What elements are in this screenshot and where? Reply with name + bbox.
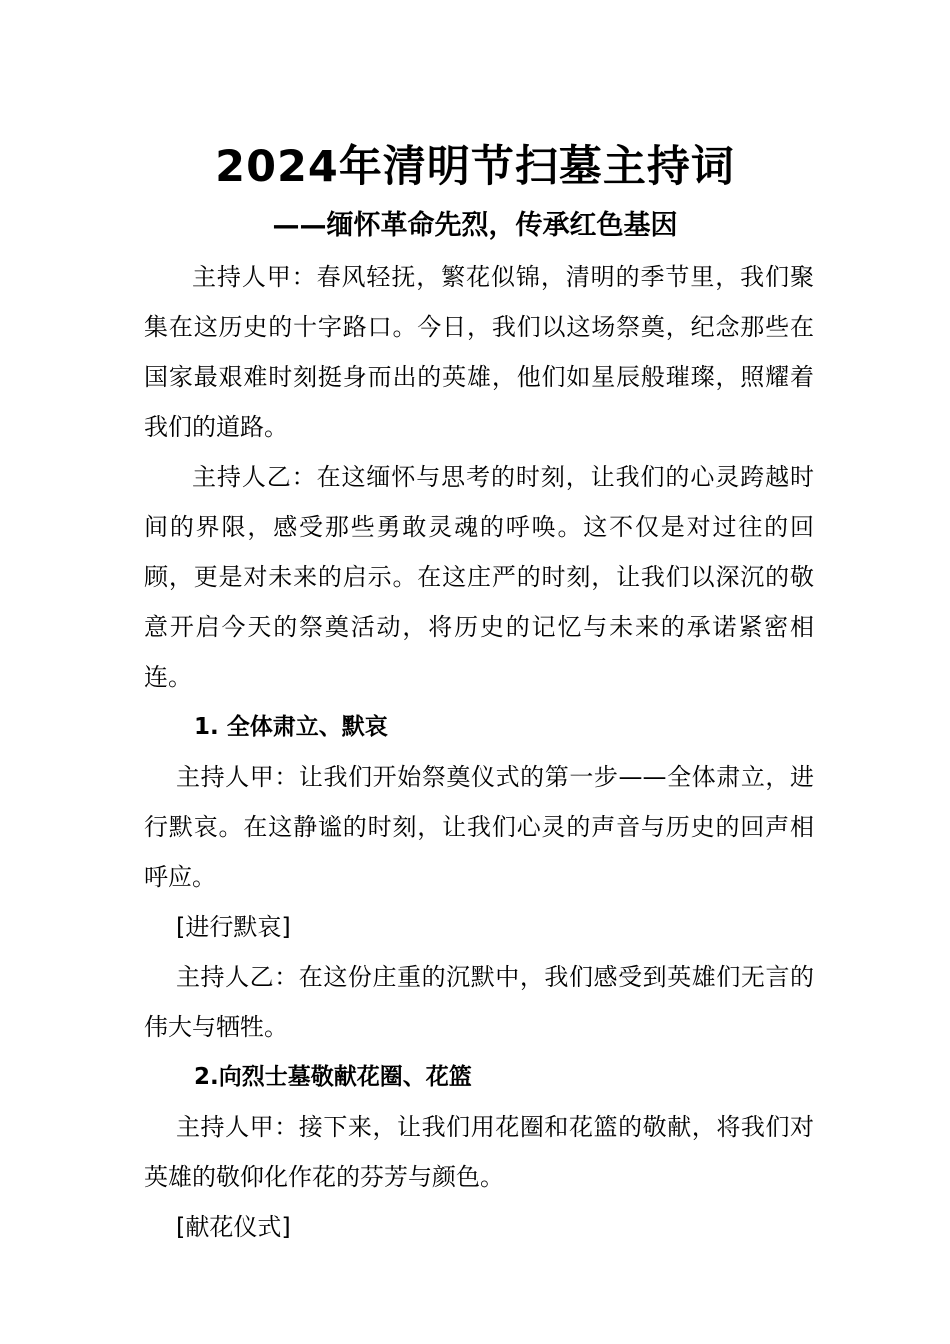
document-subtitle: ——缅怀革命先烈，传承红色基因: [272, 210, 678, 241]
paragraph-host-a-wreath: 主持人甲：接下来，让我们用花圈和花篮的敬献，将我们对英雄的敬仰化作花的芬芳与颜色。: [144, 1113, 814, 1191]
paragraph-host-a-intro: 主持人甲：春风轻抚，繁花似锦，清明的季节里，我们聚集在这历史的十字路口。今日，我们以这场祭奠，纪念那些在国家最艰难时刻挺身而出的英雄，他们如星辰般璀璨，照耀着我们的道路。: [144, 263, 814, 441]
paragraph-host-b-intro: 主持人乙：在这缅怀与思考的时刻，让我们的心灵跨越时间的界限，感受那些勇敢灵魂的呼唤。这不仅是对过往的回顾，更是对未来的启示。在这庄严的时刻，让我们以深沉的敬意开启今天的祭奠活动，将历史的记忆与未来的承诺紧密相连。: [144, 463, 814, 691]
section-heading-wreath: 2.向烈士墓敬献花圈、花篮: [194, 1064, 472, 1090]
document-title: 2024年清明节扫墓主持词: [215, 142, 735, 192]
stage-direction-flowers: [献花仪式]: [176, 1213, 291, 1241]
section-heading-silence: 1. 全体肃立、默哀: [194, 714, 388, 740]
stage-direction-silence: [进行默哀]: [176, 913, 291, 941]
paragraph-host-b-silence: 主持人乙：在这份庄重的沉默中，我们感受到英雄们无言的伟大与牺牲。: [144, 963, 814, 1041]
paragraph-host-a-silence: 主持人甲：让我们开始祭奠仪式的第一步——全体肃立，进行默哀。在这静谧的时刻，让我们心灵的声音与历史的回声相呼应。: [144, 763, 814, 891]
document-body: [144, 252, 814, 1252]
